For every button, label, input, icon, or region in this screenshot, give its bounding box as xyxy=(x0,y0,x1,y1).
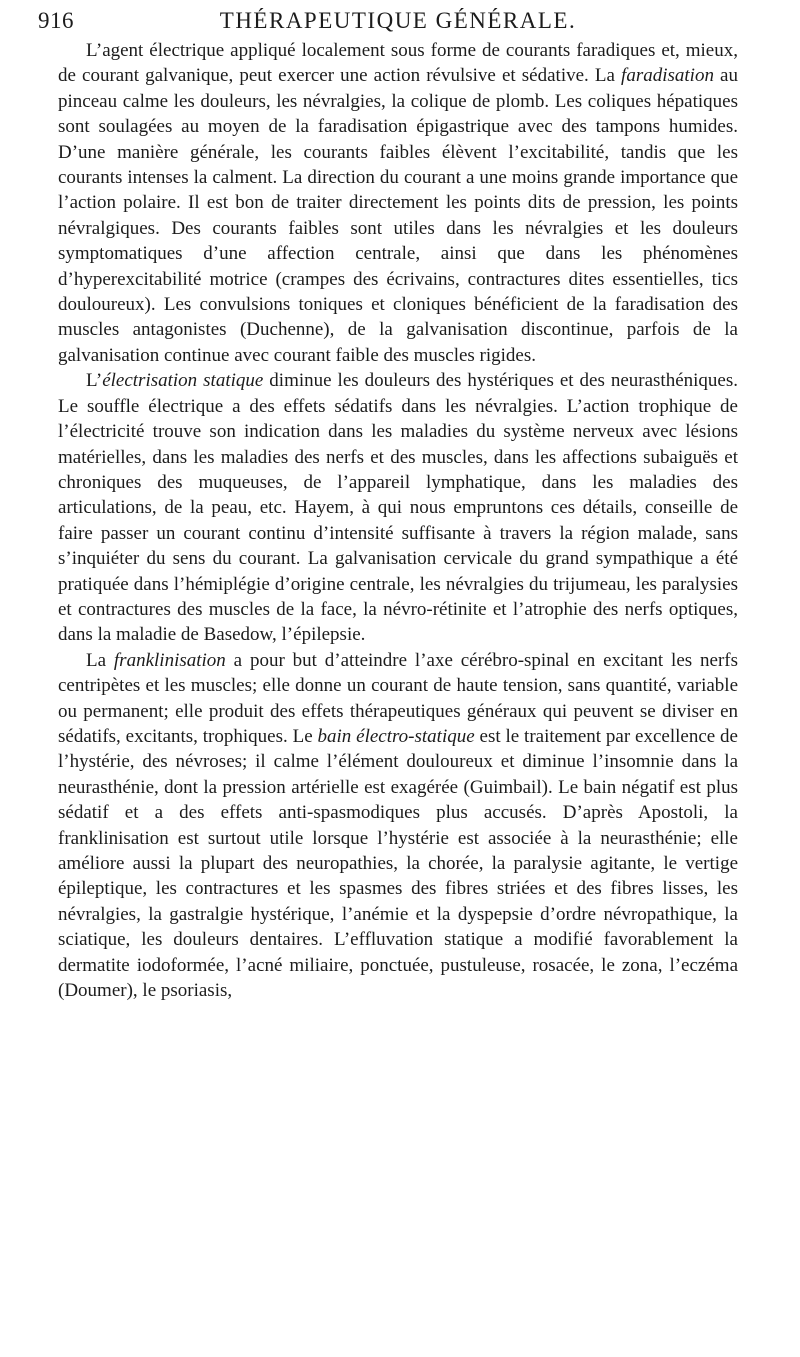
text-segment: au pinceau calme les douleurs, les névralgies, la colique de plomb. Les coliques hépatiques sont soulagées au moyen de la faradisation épigastrique avec des tampons humides. D’une manière générale, les courants faibles élèvent l’excitabilité, tandis que les courants intenses la calment. La direction du courant a une moins grande importance que l’action polaire. Il est bon de traiter directement les points dits de pression, les points névralgiques. Des courants faibles sont utiles dans les névralgies et les douleurs symptomatiques d’une affection centrale, ainsi que dans les phénomènes d’hyperexcitabilité motrice (crampes des écrivains, contractures dites essentielles, tics douloureux). Les convulsions toniques et cloniques bénéficient de la faradisation des muscles antagonistes (Duchenne), de la galvanisation discontinue, parfois de la galvanisation continue avec courant faible des muscles rigides. xyxy=(58,65,738,366)
text-segment: est le traitement par excellence de l’hystérie, des névroses; il calme l’élément douloureux et diminue l’insomnie dans la neurasthénie, dont la pression artérielle est exagérée (Guimbail). Le bain négatif est plus sédatif et a des effets anti-spasmodiques plus accusés. D’après Apostoli, la franklinisation est surtout utile lorsque l’hystérie est associée à la neurasthénie; elle améliore aussi la plupart des neuropathies, la chorée, la paralysie agitante, le vertige épileptique, les contractures et les spasmes des fibres striées et des fibres lisses, les névralgies, la gastralgie hystérique, l’anémie et la dyspepsie d’ordre névropathique, la sciatique, les douleurs dentaires. L’effluvation statique a modifié favorablement la dermatite iodoformée, l’acné miliaire, ponctuée, pustuleuse, rosacée, le zona, l’eczéma (Doumer), le psoriasis, xyxy=(58,725,738,1002)
page-number: 916 xyxy=(38,8,74,33)
running-head xyxy=(38,8,758,40)
running-title: THÉRAPEUTIQUE GÉNÉRALE. xyxy=(219,8,577,33)
paragraph-electrisation-statique xyxy=(58,368,738,647)
text-segment: La xyxy=(86,649,114,671)
paragraph-franklinisation xyxy=(58,648,738,1004)
body-text xyxy=(58,38,738,1003)
italic-term: bain électro-statique xyxy=(317,725,475,747)
italic-term: électrisation statique xyxy=(102,370,264,392)
paragraph-faradisation xyxy=(58,38,738,368)
text-segment: a pour but d’atteindre l’axe cérébro-spinal en excitant les nerfs centripètes et les muscles; elle donne un courant de haute tension, sans quantité, variable ou permanent; elle produit des effets thérapeutiques généraux qui peuvent se diviser en sédatifs, excitants, trophiques. Le xyxy=(58,649,739,747)
text-segment: diminue les douleurs des hystériques et des neurasthéniques. Le souffle électrique a des effets sédatifs dans les névralgies. L’action trophique de l’électricité trouve son indication dans les maladies du système nerveux avec lésions matérielles, dans les maladies des nerfs et des muscles, dans les affections subaiguës et chroniques des muqueuses, de l’appareil lymphatique, dans les maladies des articulations, de la peau, etc. Hayem, à qui nous empruntons ces détails, conseille de faire passer un courant continu d’intensité suffisante à travers la région malade, sans s’inquiéter du sens du courant. La galvanisation cervicale du grand sympathique a été pratiquée dans l’hémiplégie d’origine centrale, les névralgies du trijumeau, les paralysies et contractures des muscles de la face, la névro-rétinite et l’atrophie des nerfs optiques, dans la maladie de Basedow, l’épilepsie. xyxy=(58,370,738,646)
italic-term: franklinisation xyxy=(113,649,226,671)
italic-term: faradisation xyxy=(621,65,714,87)
text-segment: L’ xyxy=(86,370,103,392)
text-segment: L’agent électrique appliqué localement sous forme de courants faradiques et, mieux, de courant galvanique, peut exercer une action révulsive et sédative. La xyxy=(58,40,738,87)
